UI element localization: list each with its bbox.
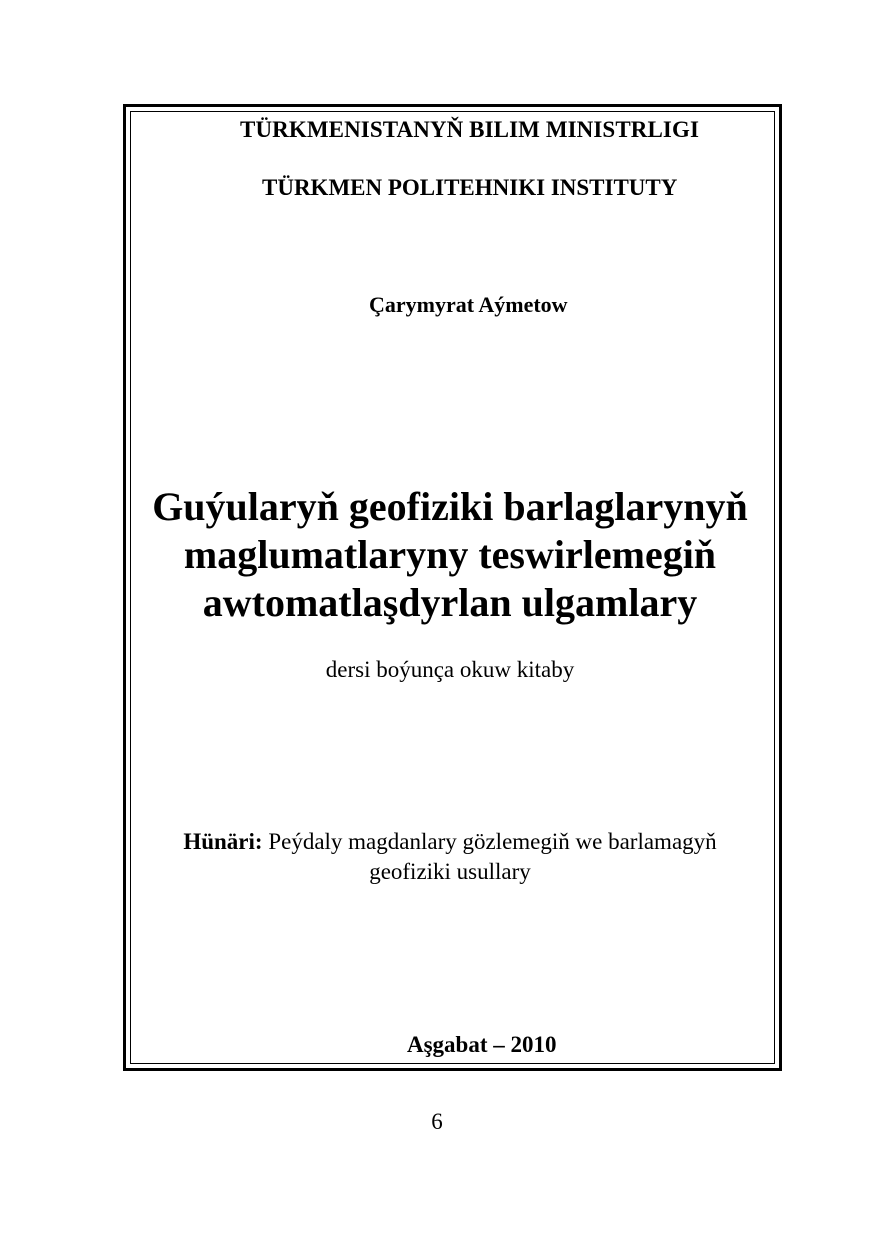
speciality-line-1 — [140, 827, 760, 857]
institute-heading: TÜRKMEN POLITEHNIKI INSTITUTY — [262, 175, 678, 200]
book-title-line-3: awtomatlaşdyrlan ulgamlary — [202, 580, 698, 625]
ministry-heading: TÜRKMENISTANYŇ BILIM MINISTRLIGI — [240, 117, 700, 142]
author-name: Çarymyrat Aýmetow — [369, 292, 568, 317]
speciality-label: Hünäri: — [183, 829, 263, 854]
place-and-year: Aşgabat – 2010 — [407, 1032, 557, 1057]
book-title-line-1: Guýularyň geofiziki barlaglarynyň — [152, 484, 748, 529]
speciality-text: Peýdaly magdanlary gözlemegiň we barlamagyň — [262, 829, 717, 854]
book-subtitle: dersi boýunça okuw kitaby — [325, 657, 575, 682]
page-number: 6 — [431, 1109, 443, 1134]
speciality-line-2: geofiziki usullary — [369, 859, 531, 884]
book-title-line-2: maglumatlaryny teswirlemegiň — [183, 532, 717, 577]
